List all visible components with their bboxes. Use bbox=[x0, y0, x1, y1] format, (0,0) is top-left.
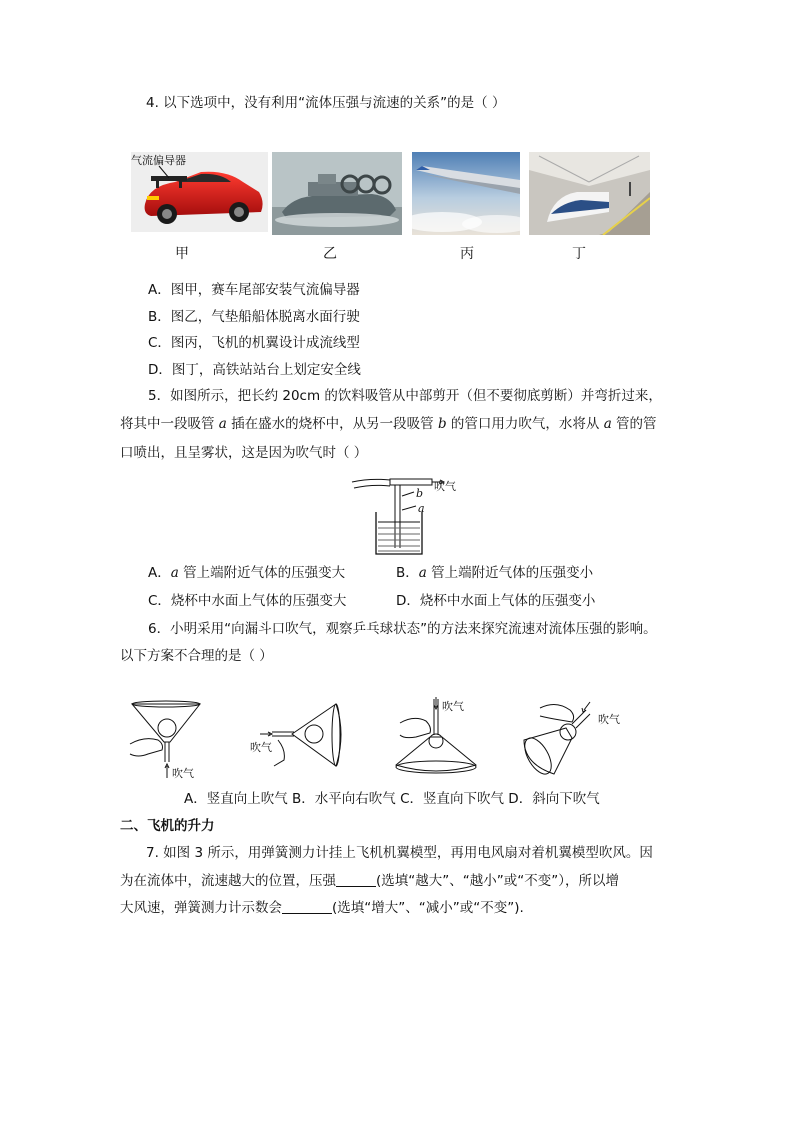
q6-options: A．竖直向上吹气 B．水平向右吹气 C．竖直向下吹气 D．斜向下吹气 bbox=[184, 791, 600, 807]
funnel-d-blow: 吹气 bbox=[598, 713, 620, 726]
var-a: a bbox=[218, 416, 227, 432]
airplane-wing-photo bbox=[412, 152, 520, 235]
q5-line2-b: 插在盛水的烧杯中，从另一段吸管 bbox=[226, 416, 438, 432]
fig-label-b: b bbox=[416, 487, 424, 500]
answer-blank-2[interactable] bbox=[282, 899, 332, 914]
q4-option-d: D．图丁，高铁站站台上划定安全线 bbox=[148, 362, 361, 378]
var-b: b bbox=[437, 416, 447, 432]
section-title: 二、飞机的升力 bbox=[120, 818, 215, 834]
q5-option-a bbox=[148, 563, 345, 583]
funnel-figure-d bbox=[520, 698, 630, 778]
q7-line1: 7. 如图 3 所示，用弹簧测力计挂上飞机机翼模型，再用电风扇对着机翼模型吹风。因 bbox=[146, 845, 653, 861]
q6-line2: 以下方案不合理的是（ ） bbox=[120, 648, 273, 664]
q7-line2-b: (选填“越大”、“越小”或“不变”），所以增 bbox=[376, 873, 619, 889]
funnel-b-blow: 吹气 bbox=[250, 741, 272, 754]
q6-line1: 6．小明采用“向漏斗口吹气，观察乒乓球状态”的方法来探究流速对流体压强的影响。 bbox=[148, 621, 657, 637]
q7-line3-a: 大风速，弹簧测力计示数会 bbox=[120, 900, 282, 916]
caption-ding: 丁 bbox=[572, 246, 586, 262]
q5-line1: 5．如图所示，把长约 20cm 的饮料吸管从中部剪开（但不要彻底剪断）并弯折过来， bbox=[148, 388, 662, 404]
q5-line3: 口喷出，且呈雾状，这是因为吹气时（ ） bbox=[120, 445, 368, 461]
hovercraft-photo bbox=[272, 152, 402, 235]
var-a-2: a bbox=[603, 416, 612, 432]
caption-jia: 甲 bbox=[175, 246, 189, 262]
race-car-photo bbox=[131, 152, 268, 232]
fig-label-a: a bbox=[418, 502, 425, 515]
q4-option-c: C．图丙，飞机的机翼设计成流线型 bbox=[148, 335, 360, 351]
funnel-c-blow: 吹气 bbox=[442, 700, 464, 713]
train-station-photo bbox=[529, 152, 650, 235]
q5-option-d: D．烧杯中水面上气体的压强变小 bbox=[396, 593, 596, 609]
q4-stem: 4. 以下选项中，没有利用“流体压强与流速的关系”的是（ ） bbox=[146, 95, 506, 111]
spoiler-label: 气流偏导器 bbox=[131, 154, 186, 167]
q5-option-b bbox=[396, 563, 593, 583]
q4-option-a: A．图甲，赛车尾部安装气流偏导器 bbox=[148, 282, 360, 298]
funnel-a-blow: 吹气 bbox=[172, 767, 194, 780]
fig-blow-label: 吹气 bbox=[434, 480, 456, 493]
funnel-figure-b bbox=[248, 700, 348, 772]
caption-bing: 丙 bbox=[460, 246, 474, 262]
q7-line3 bbox=[120, 898, 524, 918]
q4-option-b: B．图乙，气垫船船体脱离水面行驶 bbox=[148, 309, 360, 325]
caption-yi: 乙 bbox=[323, 246, 337, 262]
q5-option-b-text: 管上端附近气体的压强变小 bbox=[426, 565, 594, 581]
q5-line2-d: 管的管 bbox=[611, 416, 657, 432]
q5-option-b-prefix: B． bbox=[396, 565, 419, 581]
var-a-opt-b: a bbox=[418, 565, 427, 581]
straw-beaker-figure bbox=[350, 470, 470, 560]
q7-line3-b: (选填“增大”、“减小”或“不变”). bbox=[332, 900, 524, 916]
answer-blank-1[interactable] bbox=[336, 872, 376, 887]
q5-option-c: C．烧杯中水面上气体的压强变大 bbox=[148, 593, 347, 609]
q5-line2-c: 的管口用力吹气，水将从 bbox=[446, 416, 604, 432]
q5-option-a-text: 管上端附近气体的压强变大 bbox=[178, 565, 346, 581]
q5-option-a-prefix: A． bbox=[148, 565, 171, 581]
funnel-figure-c bbox=[390, 695, 480, 777]
q5-line2 bbox=[120, 414, 657, 434]
q7-line2-a: 为在流体中，流速越大的位置，压强 bbox=[120, 873, 336, 889]
q5-line2-a: 将其中一段吸管 bbox=[120, 416, 219, 432]
funnel-figure-a bbox=[128, 698, 208, 780]
var-a-opt: a bbox=[170, 565, 179, 581]
q7-line2 bbox=[120, 871, 619, 891]
